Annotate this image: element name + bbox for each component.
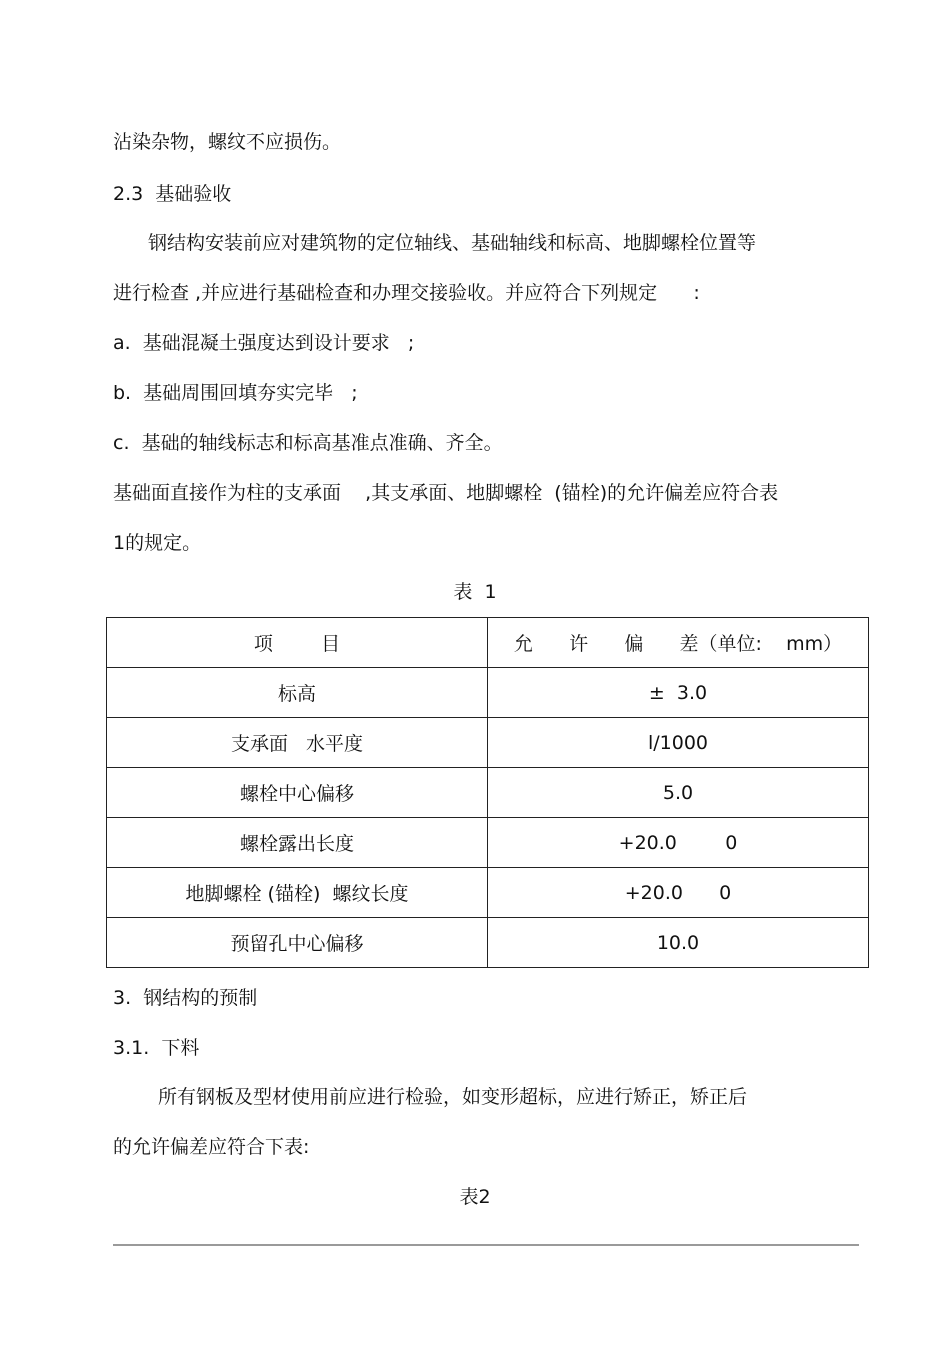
table-row (107, 868, 869, 918)
table-row (107, 918, 869, 968)
table-cell: ± 3.0 (488, 668, 869, 718)
table-row (107, 668, 869, 718)
paragraph-line: 所有钢板及型材使用前应进行检验，如变形超标，应进行矫正，矫正后 (158, 1086, 748, 1108)
section-heading-2-3: 2.3 基础验收 (113, 183, 232, 205)
table-cell: 螺栓露出长度 (107, 818, 488, 868)
list-item-c: c. 基础的轴线标志和标高基准点准确、齐全。 (113, 432, 503, 454)
table-caption: 表 1 (453, 581, 497, 603)
table-cell: 5.0 (488, 768, 869, 818)
list-item-a: a. 基础混凝土强度达到设计要求 ; (113, 332, 415, 354)
paragraph-line: 1的规定。 (113, 532, 202, 554)
table-cell: 标高 (107, 668, 488, 718)
header-cell-tolerance: 允 许 偏 差（单位: mm） (488, 618, 869, 668)
page-divider (113, 1244, 859, 1246)
table-cell: +20.0 0 (488, 868, 869, 918)
table-header-row (107, 618, 869, 668)
paragraph-line: 基础面直接作为柱的支承面 ,其支承面、地脚螺栓 (锚栓)的允许偏差应符合表 (113, 482, 779, 504)
table-cell: 地脚螺栓 (锚栓) 螺纹长度 (107, 868, 488, 918)
paragraph-line: 沾染杂物，螺纹不应损伤。 (113, 131, 342, 153)
table-cell: 螺栓中心偏移 (107, 768, 488, 818)
table-caption: 表2 (459, 1186, 491, 1208)
paragraph-line: 的允许偏差应符合下表: (113, 1136, 310, 1158)
paragraph-line: 钢结构安装前应对建筑物的定位轴线、基础轴线和标高、地脚螺栓位置等 (148, 232, 757, 254)
table-row (107, 818, 869, 868)
table-cell: 预留孔中心偏移 (107, 918, 488, 968)
section-heading-3: 3. 钢结构的预制 (113, 987, 258, 1009)
table-cell: l/1000 (488, 718, 869, 768)
section-heading-3-1: 3.1. 下料 (113, 1037, 200, 1059)
table-cell: +20.0 0 (488, 818, 869, 868)
table-cell: 10.0 (488, 918, 869, 968)
header-cell-item: 项 目 (107, 618, 488, 668)
table-cell: 支承面 水平度 (107, 718, 488, 768)
paragraph-line: 进行检查 ,并应进行基础检查和办理交接验收。并应符合下列规定 : (113, 282, 700, 304)
table-row (107, 718, 869, 768)
tolerance-table (106, 617, 869, 968)
list-item-b: b. 基础周围回填夯实完毕 ; (113, 382, 358, 404)
table-row (107, 768, 869, 818)
